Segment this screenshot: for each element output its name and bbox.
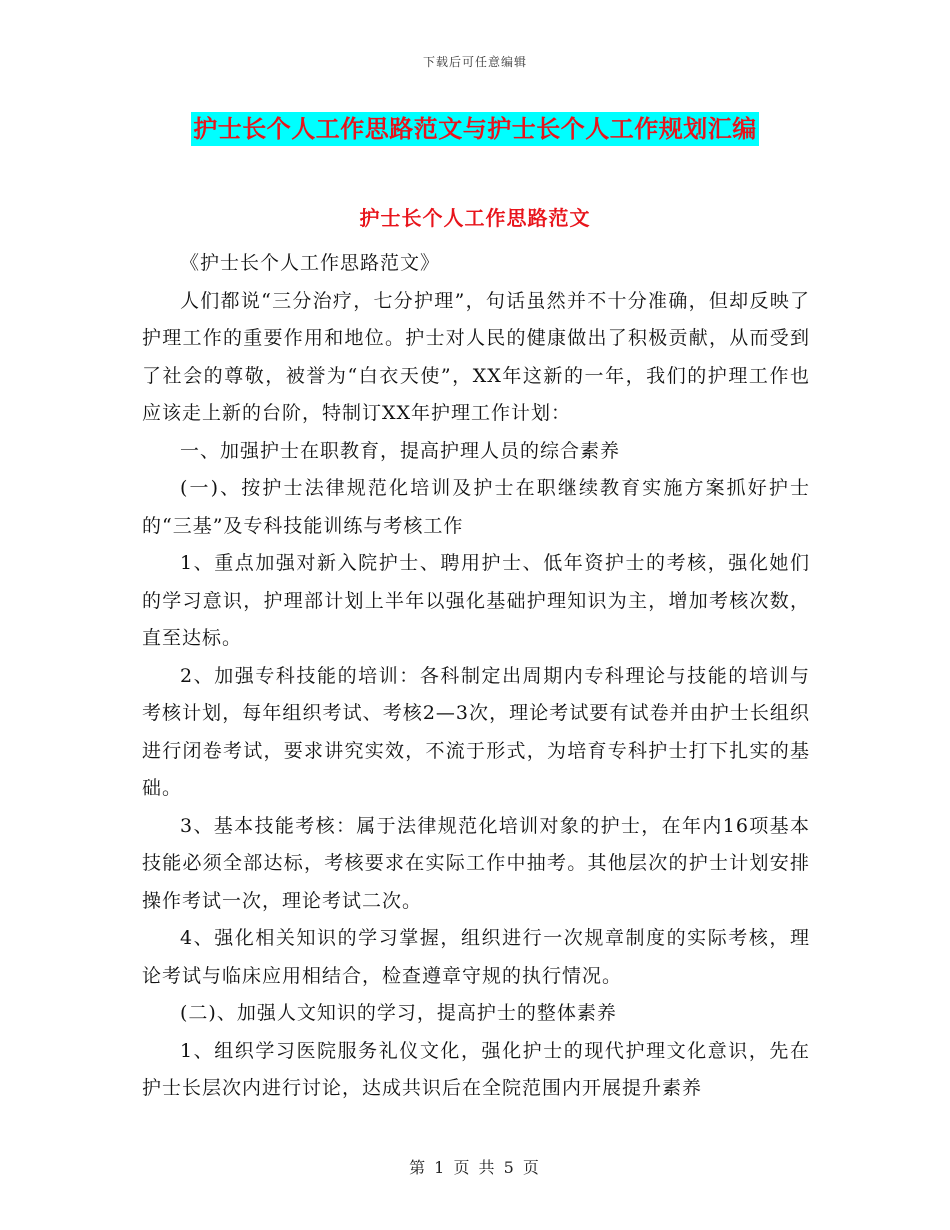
- paragraph: (一)、按护士法律规范化培训及护士在职继续教育实施方案抓好护士的“三基”及专科技能训练与考核工作: [142, 477, 810, 537]
- paragraph: 2、加强专科技能的培训：各科制定出周期内专科理论与技能的培训与考核计划，每年组织考试、考核2—3次，理论考试要有试卷并由护士长组织进行闭卷考试，要求讲究实效，不流于形式，为培育专科护士打下扎实的基础。: [142, 664, 810, 799]
- document-body: [142, 245, 810, 1108]
- main-title-wrap: [0, 112, 950, 146]
- paragraph: 1、重点加强对新入院护士、聘用护士、低年资护士的考核，强化她们的学习意识，护理部计划上半年以强化基础护理知识为主，增加考核次数，直至达标。: [142, 552, 810, 649]
- paragraph: 4、强化相关知识的学习掌握，组织进行一次规章制度的实际考核，理论考试与临床应用相结合，检查遵章守规的执行情况。: [142, 927, 810, 987]
- page-footer: 第 1 页 共 5 页: [409, 1158, 541, 1177]
- paragraph: 1、组织学习医院服务礼仪文化，强化护士的现代护理文化意识，先在护士长层次内进行讨论，达成共识后在全院范围内开展提升素养: [142, 1039, 810, 1099]
- section-title: 护士长个人工作思路范文: [359, 206, 591, 230]
- paragraph: (二)、加强人文知识的学习，提高护士的整体素养: [180, 1002, 617, 1024]
- paragraph: 3、基本技能考核：属于法律规范化培训对象的护士，在年内16项基本技能必须全部达标，考核要求在实际工作中抽考。其他层次的护士计划安排操作考试一次，理论考试二次。: [142, 814, 810, 912]
- paragraph: 一、加强护士在职教育，提高护理人员的综合素养: [180, 439, 621, 462]
- paragraph: 人们都说“三分治疗，七分护理”，句话虽然并不十分准确，但却反映了护理工作的重要作用和地位。护士对人民的健康做出了积极贡献，从而受到了社会的尊敬，被誉为“白衣天使”，XX年这新的一年，我们的护理工作也应该走上新的台阶，特制订XX年护理工作计划：: [142, 289, 810, 424]
- paragraph: 《护士长个人工作思路范文》: [180, 252, 441, 274]
- document-title: 护士长个人工作思路范文与护士长个人工作规划汇编: [191, 112, 759, 146]
- header-note: 下载后可任意编辑: [422, 55, 527, 69]
